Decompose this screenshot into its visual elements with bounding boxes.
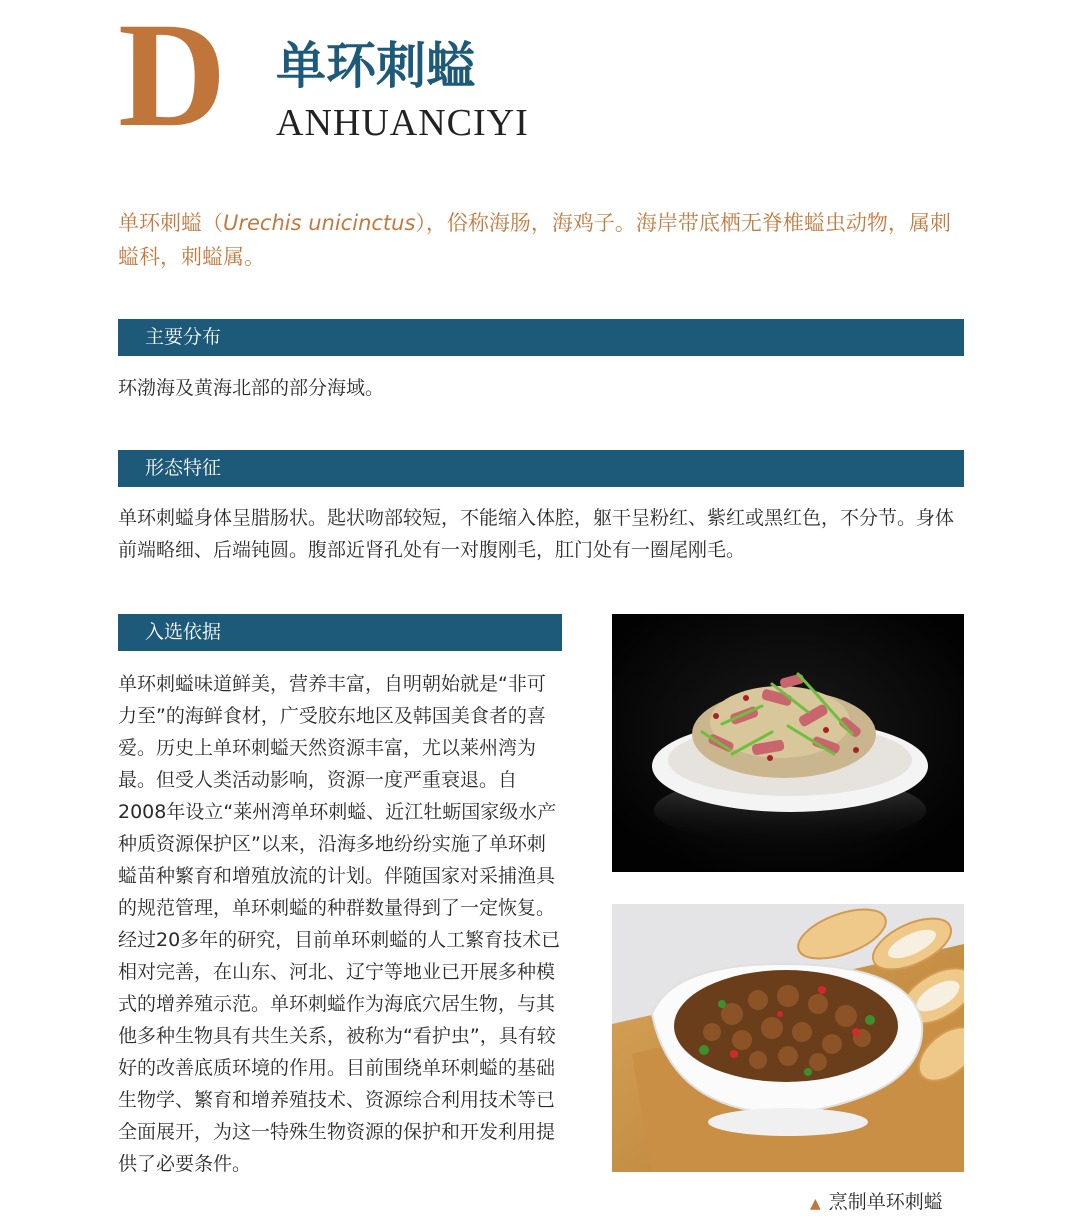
photo-caption bbox=[810, 1189, 943, 1217]
distribution-text: 环渤海及黄海北部的部分海域。 bbox=[118, 377, 385, 399]
dish-photo-1 bbox=[612, 614, 964, 872]
section-heading-distribution: 主要分布 bbox=[118, 319, 964, 356]
page-title-pinyin: ANHUANCIYI bbox=[276, 102, 529, 144]
selection-text: 单环刺螠味道鲜美，营养丰富，自明朝始就是“非可力至”的海鲜食材，广受胶东地区及韩国美食者的喜爱。历史上单环刺螠天然资源丰富，尤以莱州湾为最。但受人类活动影响，资源一度严重衰退。自2008年设立“莱州湾单环刺螠、近江牡蛎国家级水产种质资源保护区”以来，沿海多地纷纷实施了单环刺螠苗种繁育和增殖放流的计划。伴随国家对采捕渔具的规范管理，单环刺螠的种群数量得到了一定恢复。经过20多年的研究，目前单环刺螠的人工繁育技术已相对完善，在山东、河北、辽宁等地业已开展多种模式的增养殖示范。单环刺螠作为海底穴居生物，与其他多种生物具有共生关系，被称为“看护虫”，具有较好的改善底质环境的作用。目前围绕单环刺螠的基础生物学、繁育和增养殖技术、资源综合利用技术等已全面展开，为这一特殊生物资源的保护和开发利用提供了必要条件。 bbox=[118, 673, 561, 1175]
morphology-text: 单环刺螠身体呈腊肠状。匙状吻部较短，不能缩入体腔，躯干呈粉红、紫红或黑红色，不分节。身体前端略细、后端钝圆。腹部近肾孔处有一对腹刚毛，肛门处有一圈尾刚毛。 bbox=[118, 507, 955, 561]
dish-photo-1-image bbox=[612, 614, 964, 872]
page-title: 单环刺螠 bbox=[276, 37, 476, 95]
dish-photo-2 bbox=[612, 904, 964, 1172]
section-heading-selection: 入选依据 bbox=[118, 614, 562, 651]
caption-triangle-icon: ▲ bbox=[810, 1196, 821, 1212]
caption-text: 烹制单环刺螠 bbox=[828, 1191, 943, 1213]
dish-photo-2-image bbox=[612, 904, 964, 1172]
initial-letter: D bbox=[118, 0, 227, 158]
intro-after: ），俗称海肠，海鸡子。海岸带底栖无脊椎螠虫动物，属刺螠科，刺螠属。 bbox=[118, 211, 951, 269]
latin-name: Urechis unicinctus bbox=[223, 211, 416, 235]
intro-before: 单环刺螠（ bbox=[118, 211, 223, 235]
intro-paragraph bbox=[118, 206, 964, 274]
section-heading-morphology: 形态特征 bbox=[118, 450, 964, 487]
